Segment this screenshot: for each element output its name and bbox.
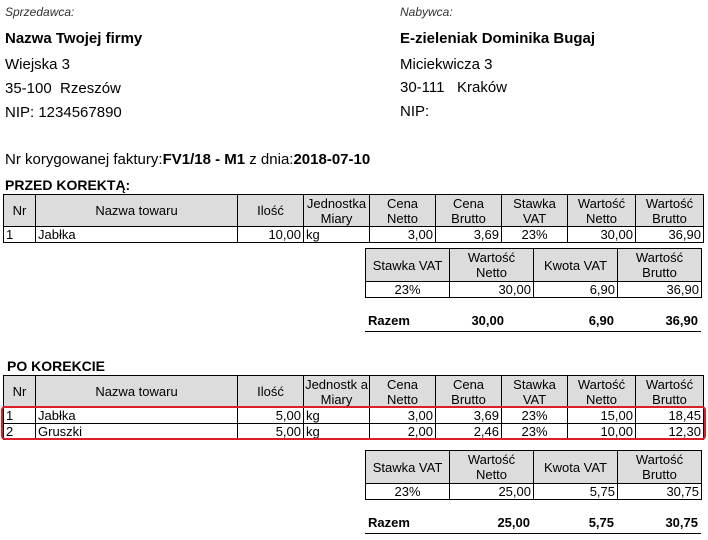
col-net-price: Cena Netto <box>370 376 436 408</box>
cell-net-price: 3,00 <box>370 227 436 243</box>
table-row <box>4 227 704 243</box>
cell-name: Jabłka <box>36 408 238 424</box>
col-vat-rate: Stawka VAT <box>502 195 568 227</box>
corrected-invoice-number: FV1/18 - M1 <box>162 151 246 168</box>
total-net: 30,00 <box>471 313 504 328</box>
col-nr: Nr <box>4 376 36 408</box>
col-gross-price: Cena Brutto <box>436 195 502 227</box>
col-qty: Ilość <box>238 376 304 408</box>
corrected-invoice-prefix: Nr korygowanej faktury: <box>5 151 163 168</box>
before-items-table <box>3 194 704 243</box>
after-total-underline <box>365 533 701 534</box>
cell-net-value: 25,00 <box>450 484 534 500</box>
cell-qty: 10,00 <box>238 227 304 243</box>
buyer-label: Nabywca: <box>400 5 453 19</box>
col-net-value: Wartość Netto <box>450 249 534 282</box>
cell-gross-price: 2,46 <box>436 424 502 440</box>
col-unit: Jednostk a Miary <box>305 376 368 407</box>
cell-vat-rate: 23% <box>366 484 450 500</box>
cell-net-value: 30,00 <box>568 227 636 243</box>
col-name: Nazwa towaru <box>36 376 238 408</box>
cell-unit: kg <box>304 408 370 424</box>
before-vat-summary-table <box>365 248 702 298</box>
buyer-city: 30-111 Kraków <box>400 79 507 96</box>
buyer-nip: NIP: <box>400 103 430 120</box>
before-total-underline <box>365 331 701 332</box>
cell-name: Gruszki <box>36 424 238 440</box>
cell-gross-value: 18,45 <box>636 408 704 424</box>
corrected-invoice-line <box>5 151 370 168</box>
cell-vat-amount: 6,90 <box>534 282 618 298</box>
after-section-title: PO KOREKCIE <box>7 358 106 374</box>
table-header-row <box>4 195 704 227</box>
total-vat: 5,75 <box>588 515 614 530</box>
col-unit: Jednostka Miary <box>304 195 370 227</box>
col-gross-value: Wartość Brutto <box>636 376 704 408</box>
col-net-price: Cena Netto <box>370 195 436 227</box>
col-nr: Nr <box>4 195 36 227</box>
cell-vat-amount: 5,75 <box>534 484 618 500</box>
seller-name: Nazwa Twojej firmy <box>5 30 143 47</box>
col-name: Nazwa towaru <box>36 195 238 227</box>
table-row <box>366 282 702 298</box>
col-vat-rate: Stawka VAT <box>502 376 568 408</box>
table-header-row <box>366 249 702 282</box>
buyer-name: E-zieleniak Dominika Bugaj <box>400 30 596 47</box>
total-gross: 36,90 <box>665 313 698 328</box>
cell-unit: kg <box>304 424 370 440</box>
after-total-row <box>0 515 708 531</box>
col-gross-value: Wartość Brutto <box>618 451 702 484</box>
cell-nr: 2 <box>4 424 36 440</box>
cell-gross-value: 36,90 <box>636 227 704 243</box>
cell-vat-rate: 23% <box>366 282 450 298</box>
cell-vat-rate: 23% <box>502 227 568 243</box>
cell-net-price: 2,00 <box>370 424 436 440</box>
before-total-row <box>0 313 708 329</box>
table-header-row <box>4 376 704 408</box>
col-vat-rate: Stawka VAT <box>366 451 450 484</box>
table-row <box>366 484 702 500</box>
seller-street: Wiejska 3 <box>5 56 71 73</box>
total-vat: 6,90 <box>588 313 614 328</box>
col-gross-price: Cena Brutto <box>436 376 502 408</box>
seller-label: Sprzedawca: <box>5 5 75 19</box>
cell-net-price: 3,00 <box>370 408 436 424</box>
cell-vat-rate: 23% <box>502 408 568 424</box>
cell-gross-price: 3,69 <box>436 408 502 424</box>
cell-gross-value: 36,90 <box>618 282 702 298</box>
total-label: Razem <box>368 515 410 530</box>
cell-nr: 1 <box>4 408 36 424</box>
cell-gross-price: 3,69 <box>436 227 502 243</box>
col-net-value: Wartość Netto <box>450 451 534 484</box>
cell-qty: 5,00 <box>238 408 304 424</box>
cell-unit: kg <box>304 227 370 243</box>
col-net-value: Wartość Netto <box>568 195 636 227</box>
corrected-invoice-date-prefix: z dnia: <box>249 151 294 168</box>
seller-nip: NIP: 1234567890 <box>5 104 122 121</box>
col-gross-value: Wartość Brutto <box>618 249 702 282</box>
cell-net-value: 30,00 <box>450 282 534 298</box>
cell-nr: 1 <box>4 227 36 243</box>
after-vat-summary-table <box>365 450 702 500</box>
buyer-street: Miciekwicza 3 <box>400 56 493 73</box>
total-net: 25,00 <box>497 515 530 530</box>
total-label: Razem <box>368 313 410 328</box>
before-section-title: PRZED KOREKTĄ: <box>5 177 131 193</box>
col-vat-amount: Kwota VAT <box>534 249 618 282</box>
total-gross: 30,75 <box>665 515 698 530</box>
corrected-invoice-date: 2018-07-10 <box>293 151 371 168</box>
seller-city: 35-100 Rzeszów <box>5 80 121 97</box>
corrected-rows-highlight <box>1 406 706 440</box>
col-qty: Ilość <box>238 195 304 227</box>
cell-vat-rate: 23% <box>502 424 568 440</box>
cell-gross-value: 12,30 <box>636 424 704 440</box>
cell-name: Jabłka <box>36 227 238 243</box>
col-net-value: Wartość Netto <box>568 376 636 408</box>
col-gross-value: Wartość Brutto <box>636 195 704 227</box>
cell-qty: 5,00 <box>238 424 304 440</box>
cell-net-value: 15,00 <box>568 408 636 424</box>
cell-net-value: 10,00 <box>568 424 636 440</box>
col-vat-amount: Kwota VAT <box>534 451 618 484</box>
col-vat-rate: Stawka VAT <box>366 249 450 282</box>
cell-gross-value: 30,75 <box>618 484 702 500</box>
table-header-row <box>366 451 702 484</box>
